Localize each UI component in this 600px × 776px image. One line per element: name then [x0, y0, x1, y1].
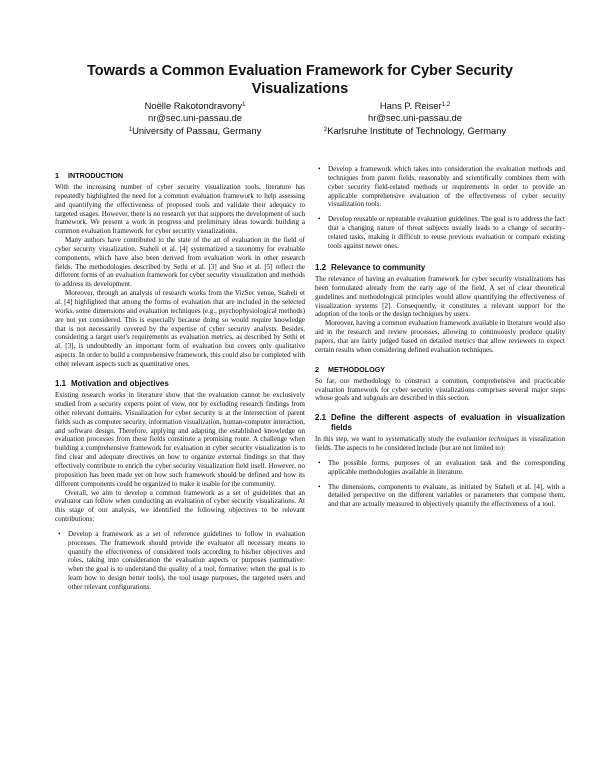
- motivation-paragraph-1: Existing research works in literature show that the evaluation cannot be exclusively studied from a security experts point of view, nor by excluding research findings from other relevant domains. Visualization for cyber security is at the intersection of parent fields such as computer security, information visualization, human-computer interaction, and software design. Therefore, applying and adapting the established knowledge on evaluation processes from these fields constitute a promising route. A challenge when building a comprehensive framework for evaluation in cyber security visualization is to find clear and adequate directives on how to organize external findings so that they effectively contribute to enrich the cyber security visualization field itself. However, no proposition has been made yet on how such framework should be defined and how its different components could be organized to make it usable for the community.: [55, 391, 305, 488]
- author-2-sup: 1,2: [441, 102, 451, 108]
- methodology-paragraph-1: So far, our methodology to construct a common, comprehensive and practicable evaluation framework for cyber security visualizations comprises several major steps whose goals and subgoals are described in this section.: [315, 376, 565, 403]
- objectives-list: [55, 530, 305, 592]
- intro-paragraph-2: Many authors have contributed to the state of the art of evaluation in the field of cyber security visualization. Staheli et al. [4] systematized a taxonomy for evaluable components, which have also been derived from evaluation work in other research fields. The methodologies described by Sethi et al. [3] and Suo et al. [5] reflect the different forms of an evaluation framework for cyber security visualization and methods to address its development.: [55, 236, 305, 289]
- author-1-affil-sup: 1: [128, 126, 133, 133]
- section-heading-introduction: 1 INTRODUCTION: [55, 171, 124, 180]
- intro-paragraph-3: Moreover, through an analysis of research works from the VizSec venue, Staheli et al. [4] highlighted that among the forms of evaluation that are included in the selected works, some dimensions and evaluation techniques (e.g., psychophysiological methods) are not yet considered. This is especially because doing so would require knowledge that is not necessarily covered by the expertise of cyber security analysts. Besides, considering a target user's requirements as evaluation metrics, as described by Sethi et al. [3], is undoubtedly an important form of evaluation but covers only qualitative aspects. In order to build a comprehensive framework, this could also be completed with other relevant aspects such as quantitative ones.: [55, 289, 305, 368]
- left-column: [55, 171, 305, 598]
- define-paragraph-1: In this step, we want to systematically study the evaluation techniques in visualization fields. The aspects to be considered include (but are not limited to):: [315, 435, 565, 453]
- author-1: [95, 100, 295, 137]
- author-2-email: hr@sec.uni-passau.de: [368, 112, 462, 124]
- author-2-name: Hans P. Reiser: [379, 100, 442, 111]
- objective-item-3: • Develop reusable or repeatable evaluation guidelines. The goal is to address the fact that a changing nature of threat subjects usually leads to a change of security-related tasks, making it difficult to reuse previous evaluation or compare existing tools against newer ones.: [315, 215, 565, 250]
- paper-title: Towards a Common Evaluation Framework for Cyber Security Visualizations: [87, 63, 513, 97]
- objective-item-2: • Develop a framework which takes into consideration the evaluation methods and techniques from parent fields, reasonably and scientifically combines them with cyber security field-related methods or requirements in order to provide an applicable comprehensive evaluation of the effectiveness of cyber security visualization tools.: [315, 165, 565, 209]
- author-1-sup: 1: [242, 102, 246, 108]
- author-1-affiliation: University of Passau, Germany: [132, 124, 262, 136]
- author-1-email: nr@sec.uni-passau.de: [148, 112, 242, 124]
- author-2-affiliation: Karlsruhe Institute of Technology, Germany: [327, 124, 507, 136]
- aspect-item-1: • The possible forms, purposes of an evaluation task and the corresponding applicable methodologies available in literature.: [315, 459, 565, 477]
- intro-paragraph-1: With the increasing number of cyber security visualization tools, literature has repeatedly highlighted the need for a common evaluation framework to help assessing and quantifying the effectiveness of proposed tools and validate their adequacy to targeted usages. However, there is no research yet that supports the development of such framework. We present a work in progress and preliminary ideas towards building a common evaluation framework for cyber security visualizations.: [55, 183, 305, 236]
- relevance-paragraph-2: Moreover, having a common evaluation framework available in literature would also aid in the research and review processes, allowing to continuously produce quality papers, that are fairly judged based on detailed metrics that allow reviewers to expect certain results when considering defined evaluation techniques.: [315, 319, 565, 354]
- author-2: [285, 100, 545, 137]
- objectives-list-continued: [315, 165, 565, 251]
- author-1-name: Noëlle Rakotondravony: [144, 100, 243, 111]
- subsection-heading-relevance: 1.2 Relevance to community: [315, 262, 426, 272]
- section-heading-methodology: 2 METHODOLOGY: [315, 364, 386, 374]
- subsection-heading-define-aspects: 2.1 Define the different aspects of evaluation in visualization fields: [315, 413, 565, 432]
- objective-item-1: • Develop a framework as a set of reference guidelines to follow in evaluation processes. The framework should provide the evaluator all necessary means to quantify the effectiveness of considered tools according to his/her objectives and roles, taking into consideration the evaluation aspects or purposes (summative: when the goal is to understand the quality of a tool, formative: when the goal is to learn how to design better tools), the tool usage purposes, the targeted users and other relevant configurations.: [55, 530, 305, 592]
- motivation-paragraph-2: Overall, we aim to develop a common framework as a set of guidelines that an evaluator can follow when conducting an evaluation of cyber security visualizations. At this stage of our analysis, we identified the following objectives to be relevant contributions:: [55, 488, 305, 524]
- subsection-heading-motivation: 1.1 Motivation and objectives: [55, 378, 169, 388]
- author-2-affil-sup: 2: [323, 126, 328, 133]
- aspect-item-2: • The dimensions, components to evaluate, as initiated by Staheli et al. [4], with a detailed perspective on the different variables or parameters that compose them, and that are actually measured to objectively quantify the effectiveness of a tool.: [315, 483, 565, 510]
- right-column: [315, 165, 565, 515]
- relevance-paragraph-1: The relevance of having an evaluation framework for cyber security visualizations has been formulated already from the early age of the field. A set of clear theoretical guidelines and methodological principles would allow quantifying the effectiveness of visualization systems [2]. Consequently, it constitutes a relevant support for the adoption of the tools or the design techniques by users.: [315, 275, 565, 319]
- aspects-list: [315, 459, 565, 509]
